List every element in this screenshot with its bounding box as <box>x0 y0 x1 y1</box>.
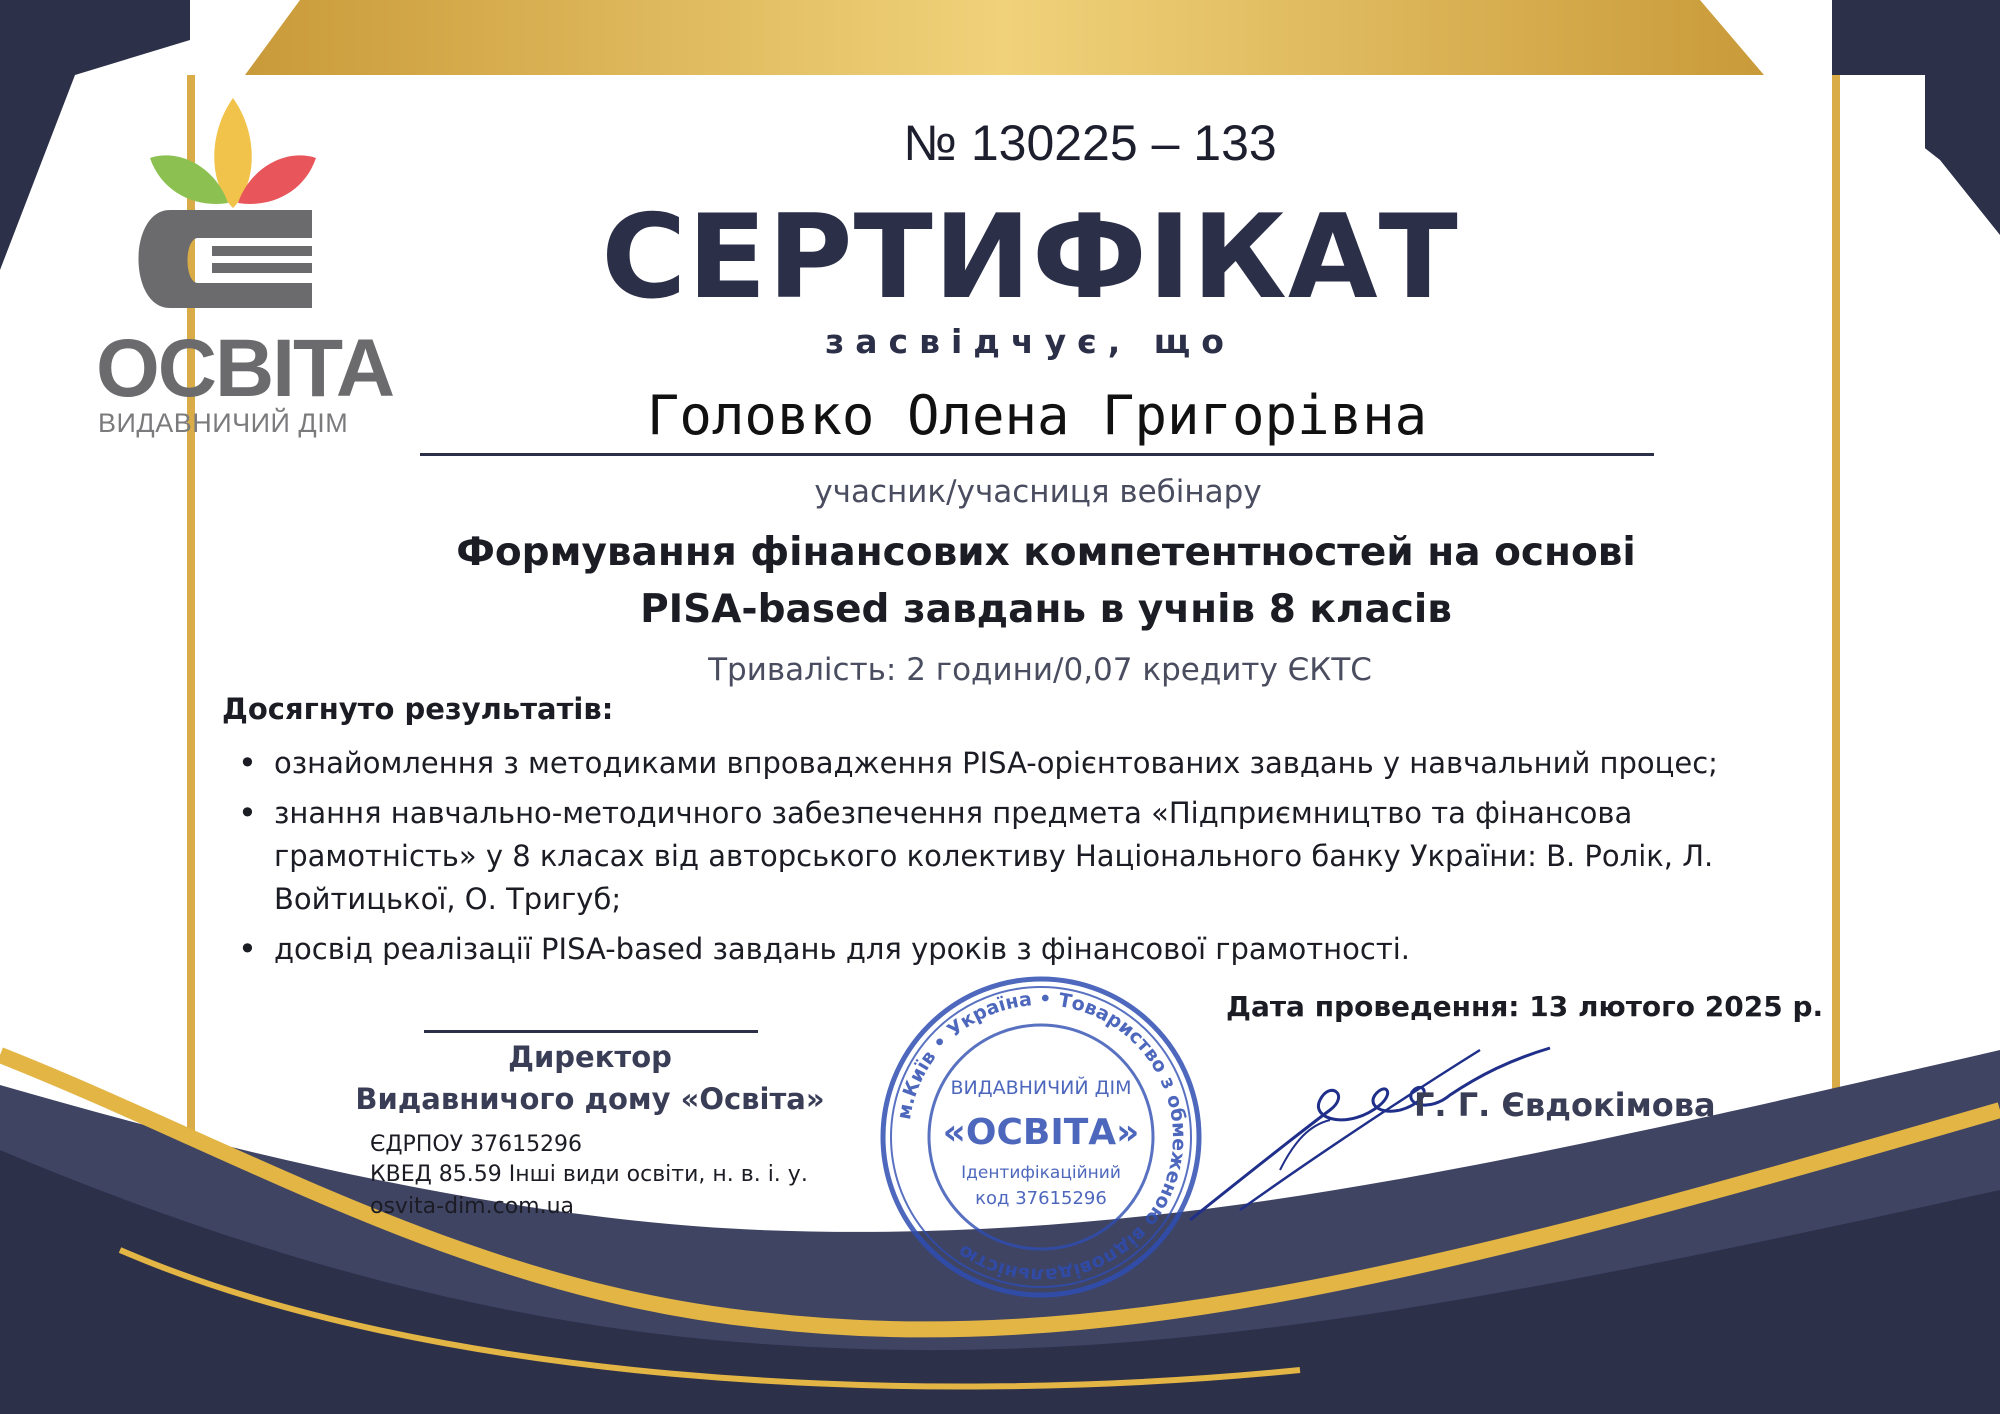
director-organization: Видавничого дому «Освіта» <box>355 1082 825 1116</box>
certificate-number: № 130225 – 133 <box>903 115 1277 171</box>
results-heading: Досягнуто результатів: <box>222 692 614 726</box>
certificate-subtitle: засвідчує, що <box>825 322 1235 361</box>
stamp-center-top: ВИДАВНИЧИЙ ДІМ <box>950 1077 1132 1099</box>
gold-top-band <box>245 0 1764 75</box>
list-item: • досвід реалізації PISA-based завдань для уроків з фінансової грамотності. <box>238 928 1758 971</box>
webinar-title-line-2: PISA-based завдань в учнів 8 класів <box>640 587 1452 632</box>
webinar-title-line-1: Формування фінансових компетентностей на основі <box>456 530 1636 575</box>
list-item: • ознайомлення з методиками впровадження PISA-орієнтованих завдань у навчальний процес; <box>238 742 1758 785</box>
participant-role: учасник/учасниця вебінару <box>814 474 1262 510</box>
event-date: Дата проведення: 13 лютого 2025 р. <box>1226 990 1824 1023</box>
stamp-code: код 37615296 <box>975 1188 1107 1209</box>
website-link[interactable]: osvita-dim.com.ua <box>370 1194 575 1219</box>
logo-book <box>139 210 313 308</box>
webinar-duration: Тривалість: 2 години/0,07 кредиту ЄКТС <box>708 652 1372 688</box>
handwritten-signature <box>1180 1020 1560 1230</box>
stamp-ring-text: м.Київ • Україна • Товариство з обмеженою відповідальністю <box>893 987 1191 1287</box>
certificate-title: СЕРТИФІКАТ <box>601 190 1459 325</box>
director-title: Директор <box>508 1040 672 1074</box>
signature-line <box>424 1030 758 1033</box>
name-underline <box>420 453 1654 456</box>
logo-page-2 <box>212 263 312 273</box>
stamp-center-main: «ОСВІТА» <box>942 1112 1140 1153</box>
logo-page-1 <box>212 246 312 256</box>
recipient-name: Головко Олена Григорівна <box>646 384 1428 447</box>
logo-wordmark: ОСВІТА <box>96 323 394 414</box>
results-list <box>238 742 1758 978</box>
edrpou-code: ЄДРПОУ 37615296 <box>370 1132 583 1157</box>
official-stamp <box>876 972 1206 1302</box>
logo-subtitle: ВИДАВНИЧИЙ ДІМ <box>98 408 349 438</box>
signer-name: Г. Г. Євдокімова <box>1414 1086 1716 1124</box>
kved-code: КВЕД 85.59 Інші види освіти, н. в. і. у. <box>370 1162 808 1187</box>
stamp-id-label: Ідентифікаційний <box>961 1163 1121 1183</box>
list-item: • знання навчально-методичного забезпечення предмета «Підприємництво та фінансова грамотність» у 8 класах від авторського колективу Національного банку України: В. Ролік, Л. Войтицької, О. Тригуб; <box>238 792 1758 921</box>
